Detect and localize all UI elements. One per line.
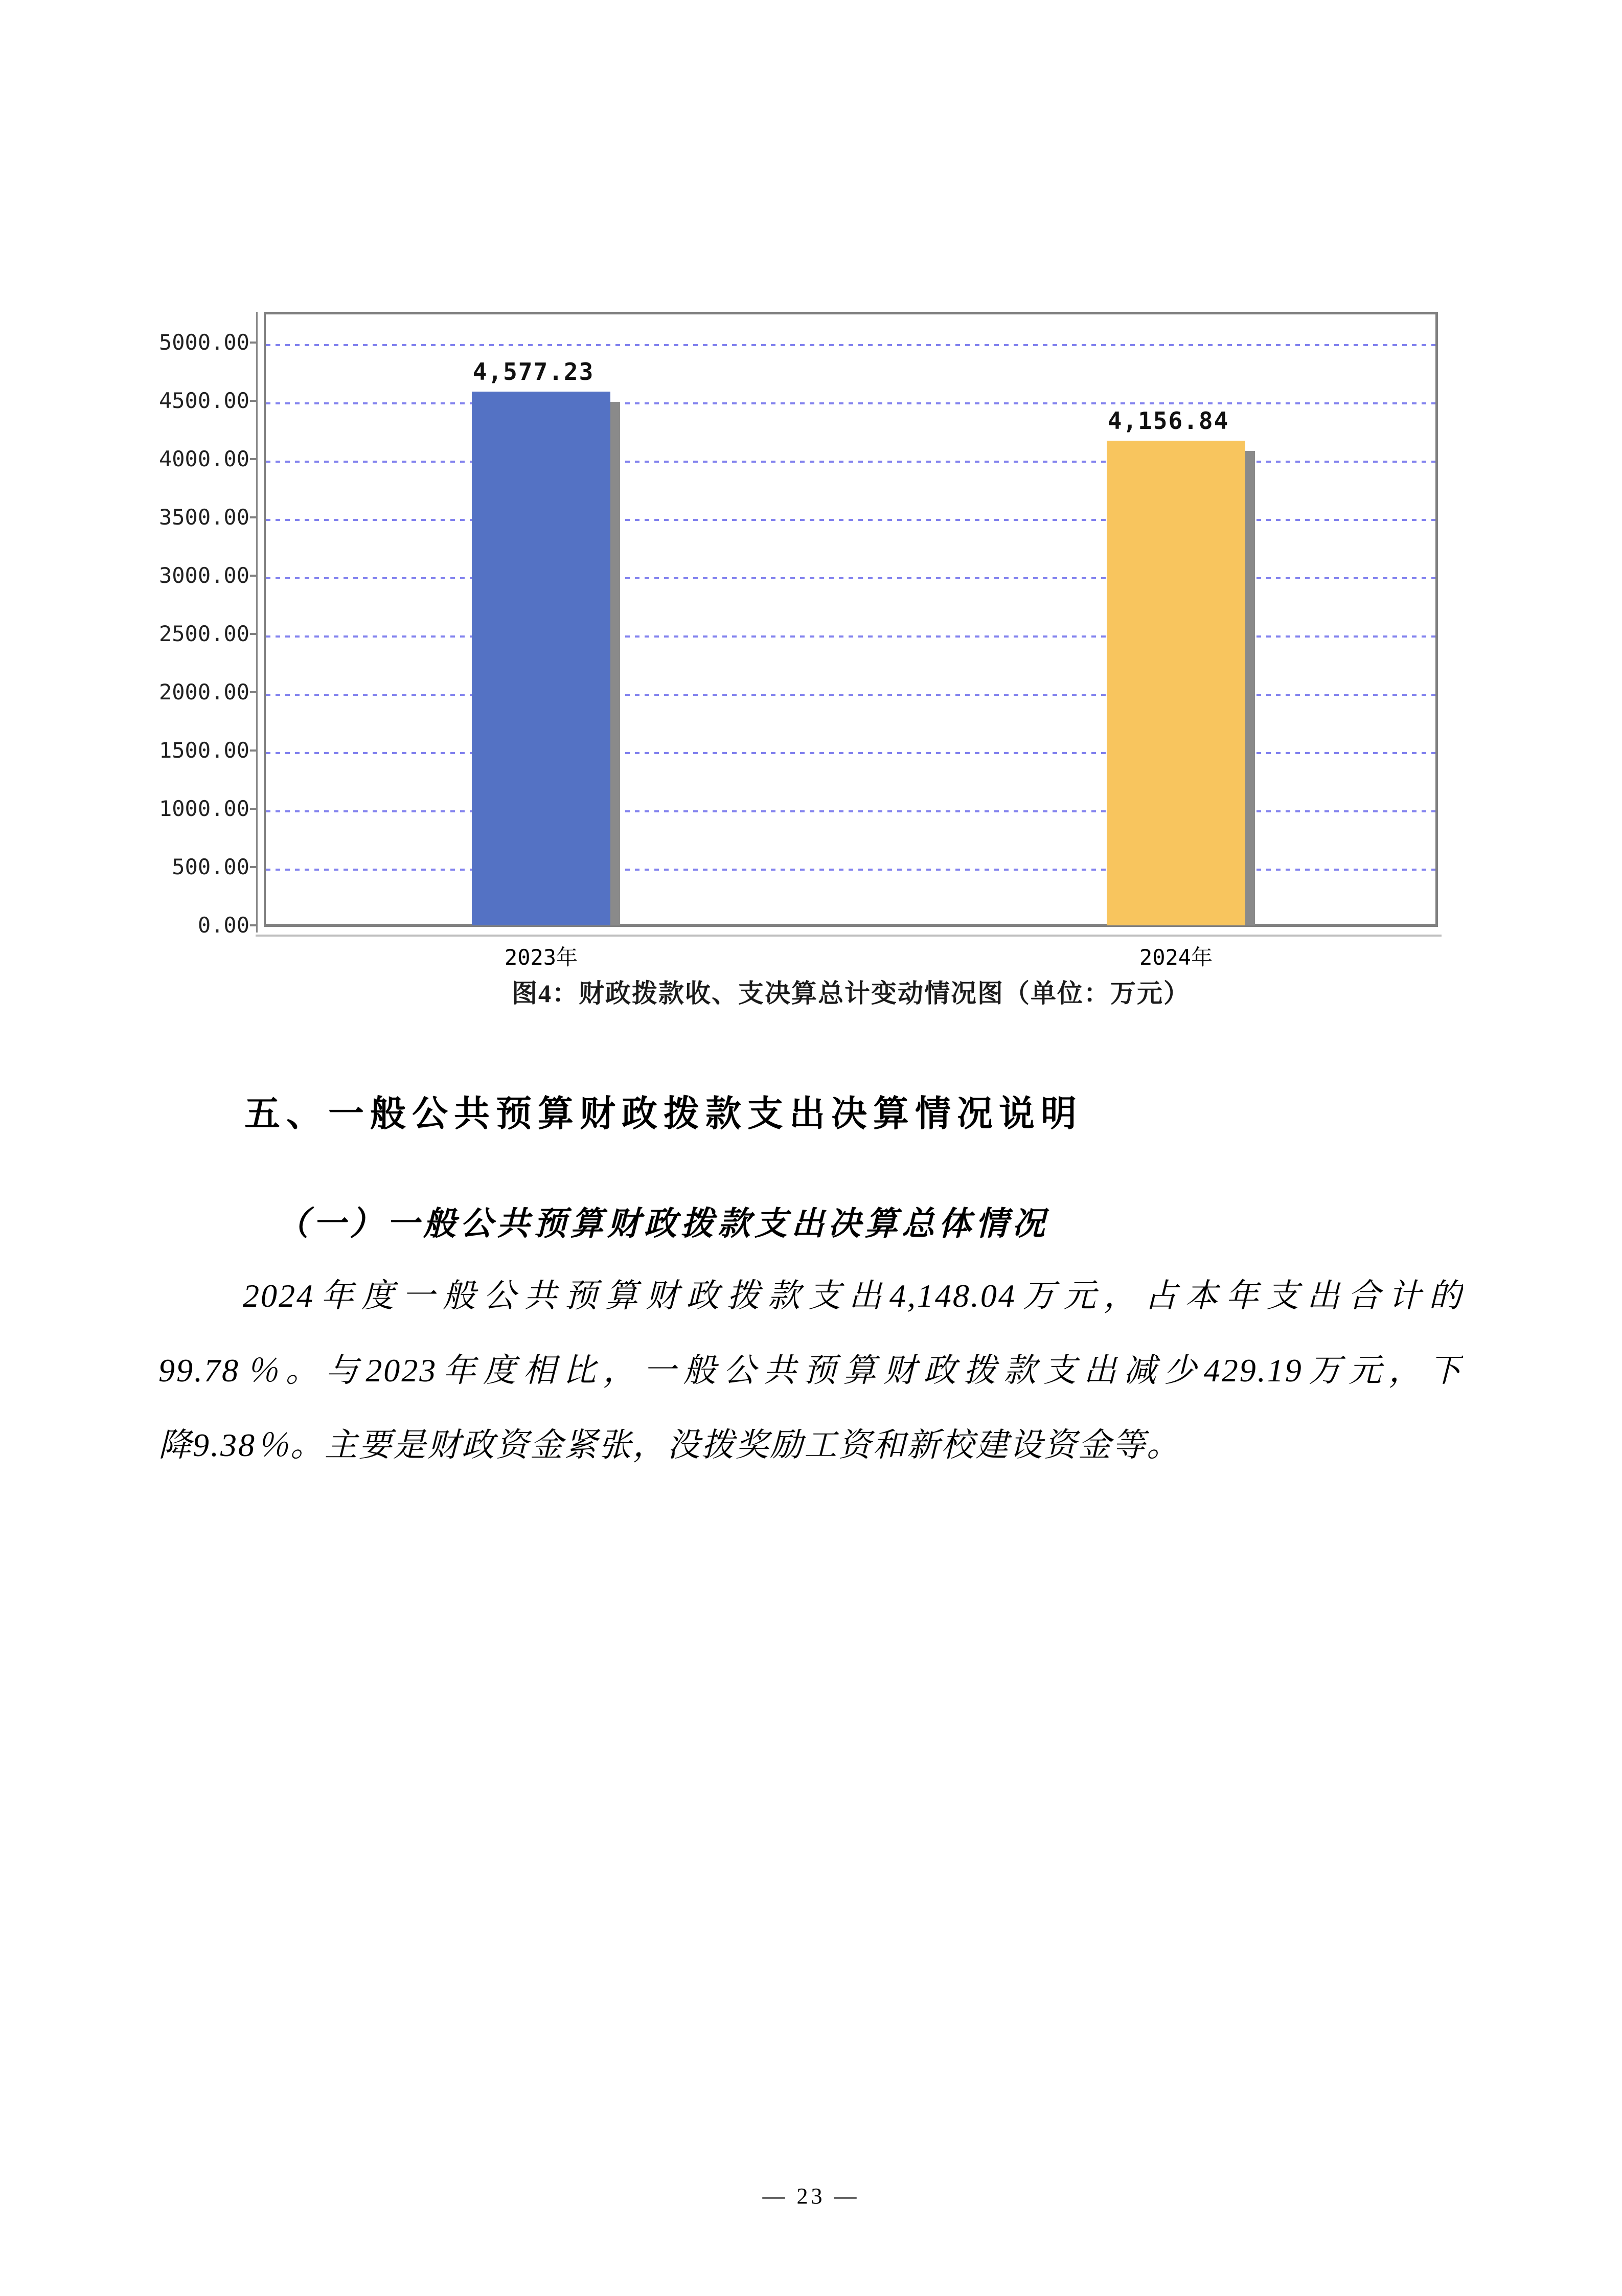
paragraph-line-2: 99.78％。与2023年度相比，一般公共预算财政拨款支出减少429.19万元，下 bbox=[158, 1352, 1463, 1389]
y-axis-tick-label: 1500.00 bbox=[158, 738, 249, 763]
body-paragraph bbox=[158, 1259, 1463, 1483]
bar-2024年 bbox=[1107, 441, 1245, 925]
y-axis-tick-label: 4500.00 bbox=[158, 388, 249, 413]
bar-shadow bbox=[1245, 451, 1255, 925]
chart-caption: 图4：财政拨款收、支决算总计变动情况图（单位：万元） bbox=[512, 979, 1190, 1008]
y-axis-tick-mark bbox=[250, 924, 257, 926]
y-axis-tick-mark bbox=[250, 749, 257, 752]
gridline bbox=[266, 869, 1435, 871]
y-axis-tick-mark bbox=[250, 633, 257, 635]
gridline bbox=[266, 752, 1435, 754]
y-axis-tick-mark bbox=[250, 575, 257, 577]
y-axis-tick-label: 2500.00 bbox=[158, 621, 249, 646]
gridline bbox=[266, 519, 1435, 521]
gridline bbox=[266, 344, 1435, 346]
chart-y-axis-line bbox=[256, 312, 258, 933]
bar-2023年 bbox=[472, 392, 610, 925]
chart-plot-area bbox=[264, 312, 1438, 927]
paragraph-line-1: 2024年度一般公共预算财政拨款支出4,148.04万元，占本年支出合计的 bbox=[243, 1278, 1463, 1314]
y-axis-tick-mark bbox=[250, 808, 257, 810]
y-axis-tick-label: 0.00 bbox=[197, 913, 249, 938]
subsection-heading: （一）一般公共预算财政拨款支出决算总体情况 bbox=[276, 1206, 1049, 1242]
page-number: — 23 — bbox=[762, 2184, 860, 2209]
y-axis-tick-label: 3500.00 bbox=[158, 505, 249, 530]
gridline bbox=[266, 810, 1435, 812]
y-axis-tick-mark bbox=[250, 400, 257, 402]
y-axis-tick-label: 4000.00 bbox=[158, 446, 249, 471]
bar-value-label: 4,156.84 bbox=[1107, 407, 1229, 435]
y-axis-tick-mark bbox=[250, 342, 257, 344]
y-axis-tick-label: 500.00 bbox=[172, 854, 249, 879]
y-axis-tick-label: 3000.00 bbox=[158, 563, 249, 588]
y-axis-tick-mark bbox=[250, 866, 257, 868]
bar-value-label: 4,577.23 bbox=[472, 358, 595, 386]
y-axis-tick-label: 5000.00 bbox=[158, 330, 249, 355]
paragraph-line-3: 降9.38％。主要是财政资金紧张，没拨奖励工资和新校建设资金等。 bbox=[158, 1427, 1181, 1463]
x-axis-label: 2024年 bbox=[1139, 945, 1213, 970]
gridline bbox=[266, 461, 1435, 463]
y-axis-tick-label: 1000.00 bbox=[158, 796, 249, 821]
chart-axis-shadow-line bbox=[256, 935, 1442, 937]
y-axis-tick-mark bbox=[250, 691, 257, 693]
gridline bbox=[266, 635, 1435, 638]
bar-shadow bbox=[610, 402, 620, 925]
x-axis-label: 2023年 bbox=[504, 945, 578, 970]
y-axis-tick-mark bbox=[250, 458, 257, 460]
y-axis-tick-label: 2000.00 bbox=[158, 679, 249, 704]
section-heading: 五、一般公共预算财政拨款支出决算情况说明 bbox=[244, 1094, 1083, 1133]
gridline bbox=[266, 402, 1435, 404]
y-axis-tick-mark bbox=[250, 516, 257, 518]
gridline bbox=[266, 577, 1435, 579]
gridline bbox=[266, 694, 1435, 696]
